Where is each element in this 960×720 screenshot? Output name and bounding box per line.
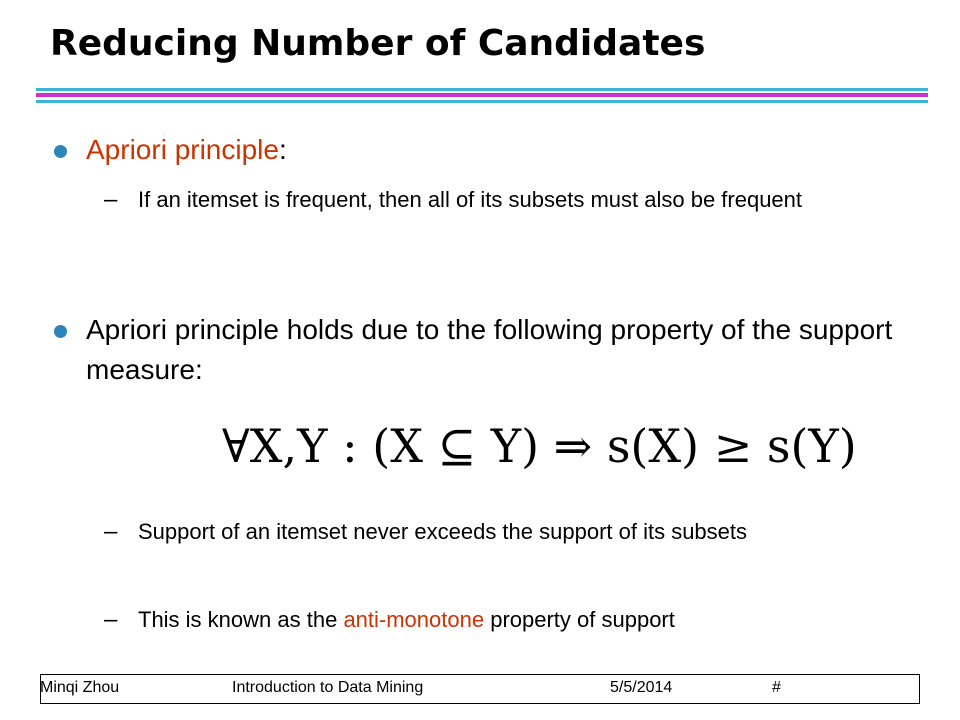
colon-text: : — [278, 134, 287, 165]
sub-bullet-dash: – — [104, 518, 118, 545]
footer-bar — [40, 674, 920, 704]
title-rule-bottom — [36, 100, 928, 103]
bullet-apriori-principle — [86, 130, 936, 170]
footer-date: 5/5/2014 — [610, 679, 673, 696]
anti-monotone-formula: ∀X,Y : (X ⊆ Y) ⇒ s(X) ≥ s(Y) — [222, 419, 857, 473]
title-rule-middle — [36, 93, 928, 97]
footer-author: Minqi Zhou — [40, 679, 120, 696]
slide-title: Reducing Number of Candidates — [50, 23, 706, 64]
anti-monotone-suffix: property of support — [484, 607, 675, 632]
bullet-icon — [54, 325, 67, 338]
anti-monotone-prefix: This is known as the — [138, 607, 344, 632]
apriori-principle-label: Apriori principle — [86, 134, 279, 165]
title-rule-top — [36, 88, 928, 91]
sub-bullet-anti-monotone — [138, 604, 938, 636]
footer-course: Introduction to Data Mining — [232, 679, 424, 696]
sub-bullet-dash: – — [104, 606, 118, 633]
bullet-icon — [54, 145, 67, 158]
footer-page-number: # — [772, 679, 781, 696]
sub-bullet-dash: – — [104, 186, 118, 213]
bullet-support-property: Apriori principle holds due to the following property of the support measure: — [86, 314, 893, 385]
anti-monotone-term: anti-monotone — [343, 607, 485, 632]
sub-bullet-support-never-exceeds: Support of an itemset never exceeds the support of its subsets — [138, 519, 748, 544]
sub-bullet-frequent-subsets: If an itemset is frequent, then all of its subsets must also be frequent — [138, 187, 803, 212]
